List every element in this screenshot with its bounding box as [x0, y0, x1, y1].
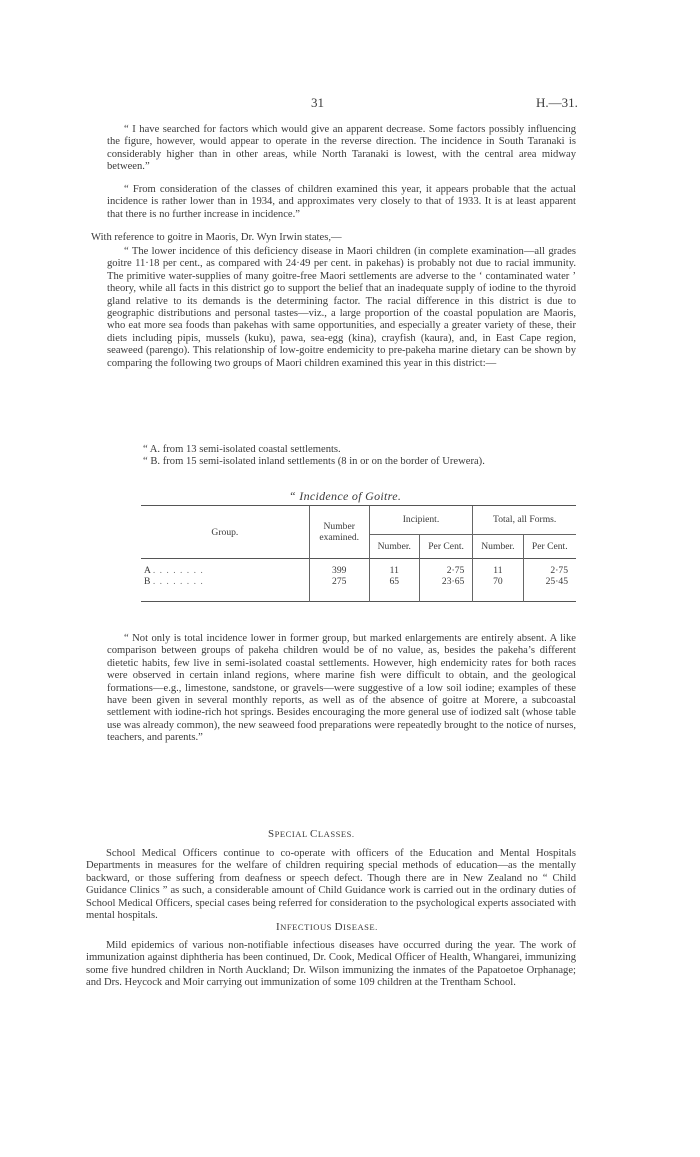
- group-header: Group.: [141, 506, 309, 559]
- group-a-item: “ A. from 13 semi-isolated coastal settlements.: [143, 444, 341, 455]
- incipient-number-header: Number.: [369, 534, 419, 558]
- examined-cell: 399: [309, 559, 369, 577]
- total-number-header: Number.: [473, 534, 523, 558]
- incipient-number-cell: 11: [369, 559, 419, 577]
- quote-paragraph-4: “ Not only is total incidence lower in former group, but marked enlargements are entirely absent. A like comparison between groups of pakeha children would be of no value, as, besides the pakeha’s different dietetic habits, few live in semi-isolated coastal settlements. However, high endemicity rates for both races were observed in certain inland regions, where marine fish were difficult to obtain, and the geological formations—e.g., limestone, sandstone, or gravels—were suggestive of a low soil iodine; examples of these have been given in several monthly reports, as well as of the absence of goitre at Morere, a subcoastal settlement with iodine-rich hot springs. Besides encouraging the more general use of iodized salt (whose table use was already common), the new seaweed food preparations were repeatedly brought to the notice of nurses, teachers, and parents.”: [107, 633, 576, 744]
- row-group-label: A: [144, 565, 151, 576]
- total-number-cell: 11: [473, 559, 523, 577]
- quote-paragraph-3: “ The lower incidence of this deficiency disease in Maori children (in complete examination—all grades goitre 11·18 per cent., as compared with 24·49 per cent. in pakehas) is probably not due to racial immunity. The primitive water-supplies of many goitre-free Maori settlements are adverse to the ‘ contaminated water ’ theory, while all facts in this district go to support the belief that an inadequate supply of iodine to the thyroid gland relative to its demands is the determining factor. The racial difference in this district is due to geographic distributions and personal tastes—viz., a large proportion of the coastal population are Maoris, who eat more sea foods than pakehas with same opportunities, and especially a greater variety of these, their diets including pipis, mussels (kuku), pawa, sea-egg (kina), crayfish (kaura), and, in East Cape region, seaweed (parengo). This relationship of low-goitre endemicity to pre-pakeha marine dietary can be shown by comparing the following two groups of Maori children examined this year in this district:—: [107, 246, 576, 369]
- goitre-incidence-table: [141, 505, 576, 602]
- infectious-disease-text: Mild epidemics of various non-notifiable infectious diseases have occurred during the year. The work of immunization against diphtheria has been continued, Dr. Cook, Medical Officer of Health, Whangarei, immunizing some five hundred children in North Auckland; Dr. Wilson immunizing the inmates of the Papatoetoe Orphanage; and Drs. Heycock and Moir carrying out immunization of some 109 children at the Trentham School.: [86, 940, 576, 989]
- row-group-label: B: [144, 576, 151, 587]
- leader-dots: . . . . . . . .: [152, 565, 204, 576]
- number-examined-header: Number examined.: [309, 506, 369, 559]
- table-bottom-rule: [141, 602, 576, 603]
- quote-paragraph-1: “ I have searched for factors which would give an apparent decrease. Some factors possibly influencing the figure, however, would appear to operate in the reverse direction. The incidence in South Taranaki is considerably higher than in other areas, while North Taranaki is lowest, with the central area midway between.”: [107, 124, 576, 173]
- document-reference: H.—31.: [536, 95, 578, 110]
- examined-cell: 275: [309, 576, 369, 602]
- leader-dots: . . . . . . . .: [152, 576, 204, 587]
- table-title: “ Incidence of Goitre.: [289, 489, 402, 503]
- total-percent-cell: 25·45: [523, 576, 576, 602]
- incipient-header: Incipient.: [369, 506, 473, 535]
- incipient-number-cell: 65: [369, 576, 419, 602]
- special-classes-text: School Medical Officers continue to co-operate with officers of the Education and Mental Hospitals Departments in measures for the welfare of children requiring special methods of education—as the mentally backward, or those suffering from deafness or speech defect. Though there are in New Zealand no “ Child Guidance Clinics ” as such, a considerable amount of Child Guidance work is carried out in the ordinary duties of School Medical Officers, special cases being referred for consideration to the psychological experts associated with mental hospitals.: [86, 848, 576, 922]
- group-b-item: “ B. from 15 semi-isolated inland settlements (8 in or on the border of Urewera).: [143, 456, 485, 467]
- special-classes-heading: SPECIAL CLASSES.: [268, 828, 355, 840]
- infectious-disease-heading: INFECTIOUS DISEASE.: [276, 921, 378, 933]
- incipient-percent-cell: 2·75: [419, 559, 472, 577]
- total-percent-cell: 2·75: [523, 559, 576, 577]
- total-all-forms-header: Total, all Forms.: [473, 506, 576, 535]
- reference-paragraph: With reference to goitre in Maoris, Dr. Wyn Irwin states,—: [91, 232, 342, 243]
- incipient-percent-cell: 23·65: [419, 576, 472, 602]
- table-row: [141, 559, 576, 577]
- total-number-cell: 70: [473, 576, 523, 602]
- quote-paragraph-2: “ From consideration of the classes of children examined this year, it appears probable that the actual incidence is rather lower than in 1934, and approximates very closely to that of 1933. It is at least apparent that there is no further increase in incidence.”: [107, 184, 576, 220]
- table-row: [141, 576, 576, 602]
- page-number: 31: [311, 95, 324, 110]
- incipient-percent-header: Per Cent.: [419, 534, 472, 558]
- total-percent-header: Per Cent.: [523, 534, 576, 558]
